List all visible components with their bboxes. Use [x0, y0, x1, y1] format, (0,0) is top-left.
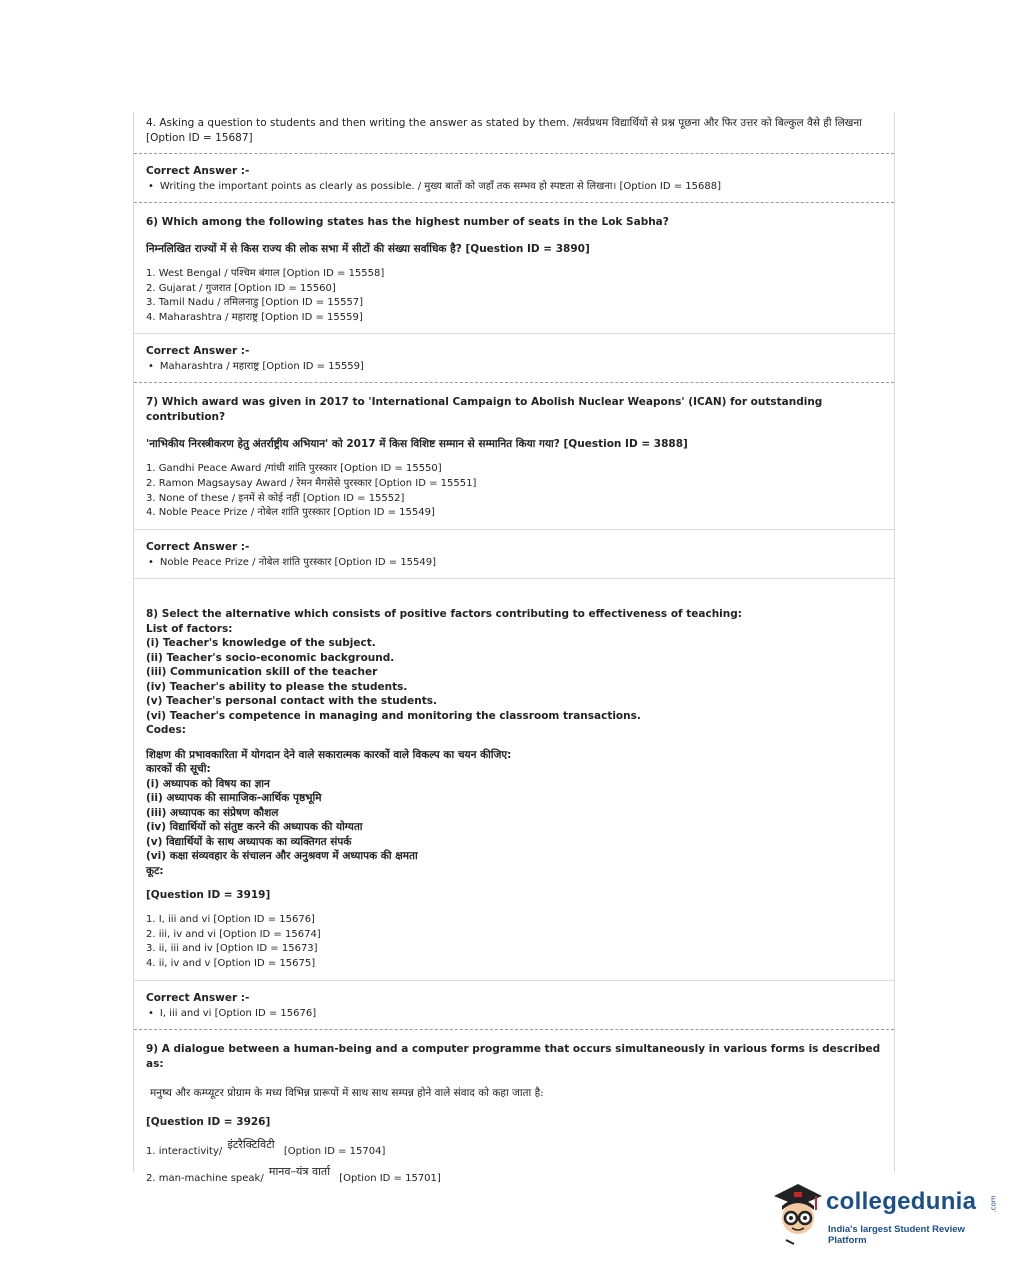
q9-block — [134, 1030, 894, 1195]
q9-option-2-text: 2. man-machine speak/ — [146, 1173, 264, 1185]
q6-correct-label: Correct Answer :- — [146, 345, 250, 358]
q8-option: 3. ii, iii and iv [Option ID = 15673] — [146, 943, 318, 955]
graduate-mascot-icon — [770, 1180, 826, 1246]
collegedunia-logo — [770, 1180, 1000, 1250]
q8-factor-line: (ii) Teacher's socio-economic background. — [146, 651, 395, 664]
q8-factor-line: List of factors: — [146, 622, 233, 635]
q7-question-hi: 'नाभिकीय निरस्त्रीकरण हेतु अंतर्राष्ट्रीय अभियान' को 2017 में किस विशिष्ट सम्मान से सम्मानित किया गया? [Question ID = 3888] — [146, 438, 688, 451]
q8-factor-line-hi: (iv) विद्यार्थियों को संतुष्ट करने की अध्यापक की योग्यता — [146, 821, 363, 834]
q9-option-2-id: [Option ID = 15701] — [339, 1173, 441, 1185]
q7-block — [134, 383, 894, 529]
q8-factor-line-hi: (vi) कक्षा संव्यवहार के संचालन और अनुश्रवण में अध्यापक की क्षमता — [146, 850, 418, 863]
q8-question-hi: शिक्षण की प्रभावकारिता में योगदान देने वाले सकारात्मक कारकों वाले विकल्प का चयन कीजिए: — [146, 748, 512, 761]
q8-codes-label-hi: कूट: — [146, 864, 164, 877]
q7-option: 2. Ramon Magsaysay Award / रेमन मैगसेसे पुरस्कार [Option ID = 15551] — [146, 477, 477, 489]
q8-correct-label: Correct Answer :- — [146, 991, 250, 1004]
q7-question-en: 7) Which award was given in 2017 to 'International Campaign to Abolish Nuclear Weapons' (ICAN) for outstanding contribution? — [146, 396, 823, 424]
q6-option: 3. Tamil Nadu / तमिलनाडु [Option ID = 15557] — [146, 297, 364, 309]
q8-option: 4. ii, iv and v [Option ID = 15675] — [146, 958, 316, 970]
q8-factor-line-hi: (v) विद्यार्थियों के साथ अध्यापक का व्यक्तिगत संपर्क — [146, 835, 352, 848]
q8-factor-line: (iii) Communication skill of the teacher — [146, 666, 378, 679]
q9-question-id: [Question ID = 3926] — [146, 1115, 271, 1128]
q7-option: 3. None of these / इनमें से कोई नहीं [Option ID = 15552] — [146, 492, 405, 504]
q6-correct-answer: • Maharashtra / महाराष्ट्र [Option ID = 15559] — [146, 359, 882, 374]
exam-sheet — [133, 112, 895, 1185]
q8-factor-line: (i) Teacher's knowledge of the subject. — [146, 637, 376, 650]
logo-domain: .com — [989, 1195, 998, 1213]
q6-question-en: 6) Which among the following states has the highest number of seats in the Lok Sabha? — [146, 216, 669, 228]
q6-option: 1. West Bengal / पश्चिम बंगाल [Option ID = 15558] — [146, 268, 385, 279]
q9-option-1-hindi-image: इंटरैक्टिविटी — [227, 1137, 275, 1151]
q6-question-hi: निम्नलिखित राज्यों में से किस राज्य की लोक सभा में सीटों की संख्या सर्वाधिक है? [Question ID = 3890] — [146, 243, 590, 255]
q8-factor-line: (vi) Teacher's competence in managing and monitoring the classroom transactions. — [146, 709, 641, 722]
q5-correct-answer: • Writing the important points as clearly as possible. / मुख्य बातों को जहाँ तक सम्भव हो स्पष्टता से लिखना। [Option ID = 15688] — [146, 179, 882, 194]
q5-correct-label: Correct Answer :- — [146, 165, 250, 177]
q7-answer-block — [134, 530, 894, 579]
q9-question-hi: मनुष्य और कम्प्यूटर प्रोग्राम के मध्य विभिन्न प्रारूपों में साथ साथ सम्पन्न होने वाले संवाद को कहा जाता है: — [150, 1086, 544, 1099]
q8-answer-block — [134, 981, 894, 1030]
q6-answer-block — [134, 334, 894, 383]
q7-option: 4. Noble Peace Prize / नोबेल शांति पुरस्कार [Option ID = 15549] — [146, 507, 435, 519]
q6-block — [134, 203, 894, 334]
q9-option-1-text: 1. interactivity/ — [146, 1145, 223, 1157]
q8-factor-line-hi: कारकों की सूची: — [146, 763, 211, 776]
q9-option-1-id: [Option ID = 15704] — [283, 1145, 386, 1157]
q9-option-2-hindi-image: मानव–यंत्र वार्ता — [268, 1165, 331, 1179]
q8-factor-line-hi: (iii) अध्यापक का संप्रेषण कौशल — [146, 806, 279, 819]
q8-codes-label: Codes: — [146, 724, 187, 737]
q6-option: 4. Maharashtra / महाराष्ट्र [Option ID = 15559] — [146, 311, 363, 323]
q9-question-en: 9) A dialogue between a human-being and a computer programme that occurs simultaneously in various forms is described as: — [146, 1042, 881, 1070]
q5-option-4: 4. Asking a question to students and then writing the answer as stated by them. /सर्वप्रथम विद्यार्थियों से प्रश्न पूछना और फिर उत्तर को बिल्कुल वैसे ही लिखना [Option ID = 15687] — [146, 117, 862, 144]
q8-factor-line: (iv) Teacher's ability to please the students. — [146, 680, 408, 693]
q8-question-en: 8) Select the alternative which consists of positive factors contributing to effectiveness of teaching: — [146, 607, 742, 620]
q8-block — [134, 579, 894, 981]
q7-correct-answer: • Noble Peace Prize / नोबेल शांति पुरस्कार [Option ID = 15549] — [146, 555, 882, 570]
q8-factor-line-hi: (ii) अध्यापक की सामाजिक-आर्थिक पृष्ठभूमि — [146, 792, 322, 805]
q6-option: 2. Gujarat / गुजरात [Option ID = 15560] — [146, 282, 336, 294]
q5-answer-block — [134, 154, 894, 203]
q7-correct-label: Correct Answer :- — [146, 540, 250, 553]
q9-option-1 — [146, 1137, 882, 1160]
logo-wordmark: collegedunia — [826, 1188, 977, 1215]
q8-option: 1. I, iii and vi [Option ID = 15676] — [146, 914, 315, 926]
q5-option-block — [134, 112, 894, 154]
logo-tagline: India's largest Student Review Platform — [828, 1224, 965, 1246]
q8-factor-line-hi: (i) अध्यापक को विषय का ज्ञान — [146, 777, 270, 790]
q8-option: 2. iii, iv and vi [Option ID = 15674] — [146, 928, 321, 940]
q8-question-id: [Question ID = 3919] — [146, 889, 271, 902]
q7-option: 1. Gandhi Peace Award /गांधी शांति पुरस्कार [Option ID = 15550] — [146, 463, 442, 475]
q8-correct-answer: • I, iii and vi [Option ID = 15676] — [146, 1006, 882, 1021]
q8-factor-line: (v) Teacher's personal contact with the students. — [146, 695, 438, 708]
